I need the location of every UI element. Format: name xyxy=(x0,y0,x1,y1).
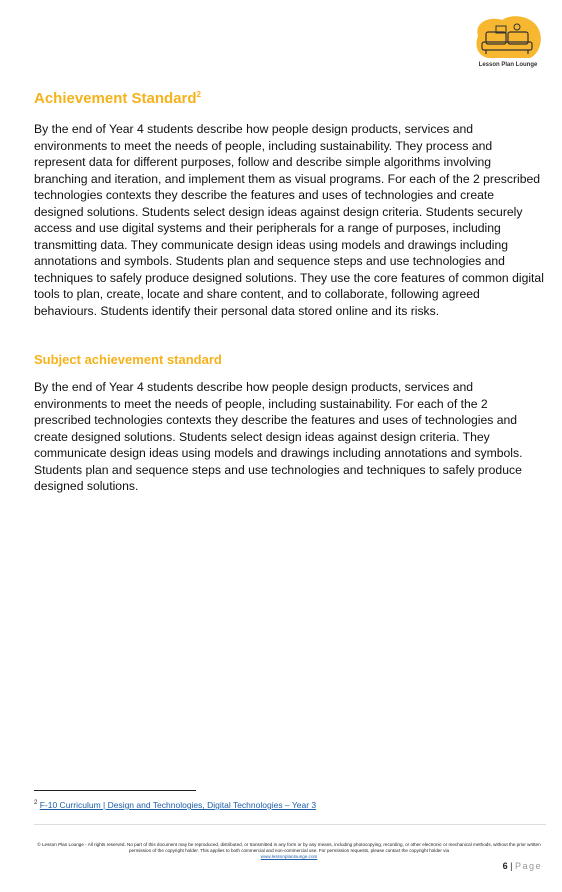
footnote-reference[interactable]: 2 xyxy=(196,90,201,99)
logo-text: Lesson Plan Lounge xyxy=(478,62,538,68)
copyright-notice xyxy=(36,842,542,860)
footnote-divider xyxy=(34,790,196,791)
achievement-standard-paragraph: By the end of Year 4 students describe how people design products, services and environments to meet the needs of people, including sustainability. They process and represent data for different purposes, follow and describe simple algorithms involving branching and iteration, and implement them as visual programs. For each of the 2 prescribed technologies contexts they describe the features and uses of technologies and create designed solutions. Students select design ideas against design criteria. Students securely access and use digital systems and their peripherals for a range of purposes, including transmitting data. They communicate design ideas using models and drawings including annotations and symbols. Students plan and sequence steps and use technologies and techniques to safely produce designed solutions. They use the core features of common digital tools to plan, create, locate and share content, and to collaborate, following agreed behaviours. Students identify their personal data stored online and its risks. xyxy=(34,122,544,318)
lesson-plan-lounge-logo xyxy=(472,14,544,72)
subject-achievement-standard-paragraph: By the end of Year 4 students describe how people design products, services and environments to meet the needs of people, including sustainability. For each of the 2 prescribed technologies contexts they describe the features and uses of technologies and create designed solutions. Students select design ideas against design criteria. They communicate design ideas using models and drawings including annotations and symbols. Students plan and sequence steps and use technologies and techniques to safely produce designed solutions. xyxy=(34,380,523,493)
sofa-icon xyxy=(472,14,544,64)
footnote-number: 2 xyxy=(34,800,38,807)
footnote-link[interactable]: F-10 Curriculum | Design and Technologies, Digital Technologies – Year 3 xyxy=(39,800,317,810)
copyright-text: © Lesson Plan Lounge - All rights reserved. No part of this document may be reproduced, distributed, or transmitted in any form or by any means, including photocopying, recording, or other electronic or mechanical methods, without the prior written permission of the copyright holder. This applies to both commercial and non-commercial use. For permission requests, please contact the copyright holder via xyxy=(37,842,541,853)
achievement-standard-heading: Achievement Standard$^2$ xyxy=(34,90,201,107)
subject-achievement-standard-heading: Subject achievement standard xyxy=(34,352,222,367)
footer-divider xyxy=(34,824,546,825)
website-link[interactable]: www.lessonplanlounge.com xyxy=(260,854,318,859)
page-number: 6 | Page xyxy=(502,861,542,871)
footnote xyxy=(34,800,316,810)
page-number-value: 6 xyxy=(502,861,508,871)
page-label: Page xyxy=(514,861,542,871)
